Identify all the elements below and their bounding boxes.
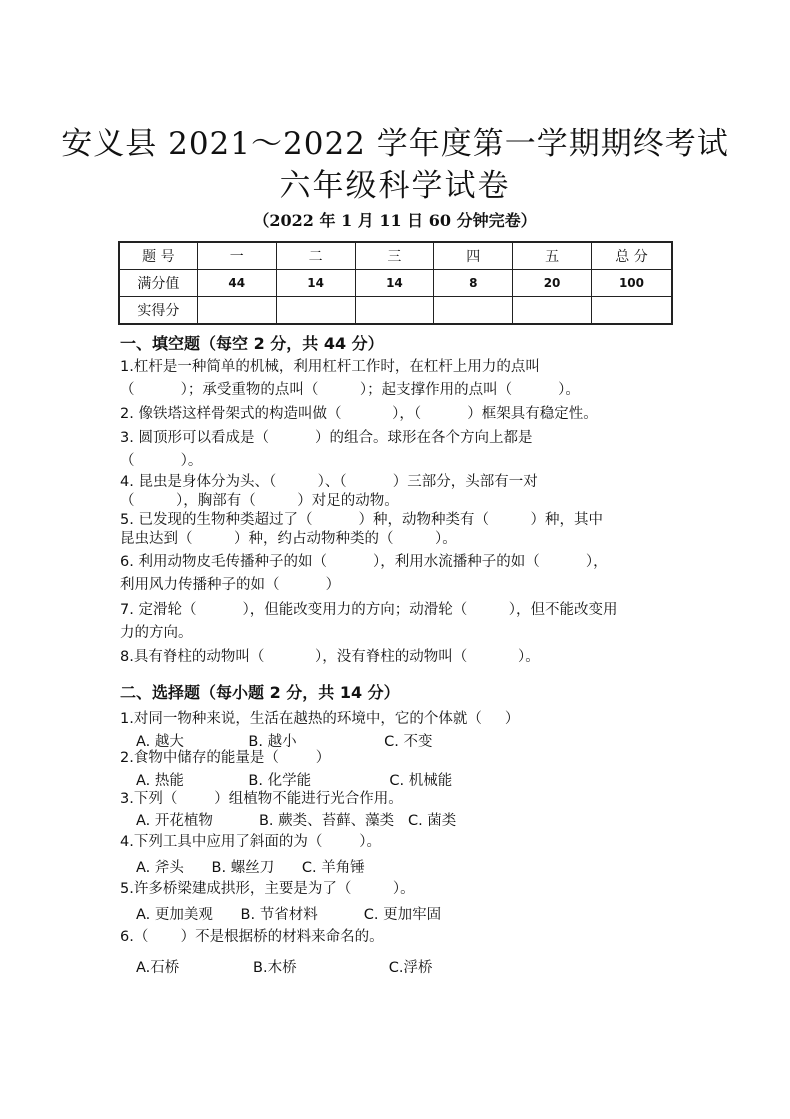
question-options: A.石桥 B.木桥 C.浮桥 [136, 960, 433, 976]
score-cell [434, 297, 513, 325]
score-cell [513, 297, 592, 325]
exam-subtitle: （2022 年 1 月 11 日 60 分钟完卷） [253, 211, 537, 230]
question-options: A. 热能 B. 化学能 C. 机械能 [136, 773, 453, 789]
question-line: 利用风力传播种子的如（ ） [120, 577, 341, 593]
question-line: 6. 利用动物皮毛传播种子的如（ ），利用水流播种子的如（ ）， [120, 554, 608, 570]
question-options: A. 开花植物 B. 蕨类、苔藓、藻类 C. 菌类 [136, 813, 457, 829]
score-cell: 8 [434, 270, 513, 297]
question-line: （ ），胸部有（ ）对足的动物。 [120, 493, 399, 509]
score-cell: 满分值 [119, 270, 197, 297]
question-line: 8.具有脊柱的动物叫（ ），没有脊柱的动物叫（ ）。 [120, 649, 540, 665]
score-cell: 100 [591, 270, 672, 297]
score-table-row-full [119, 270, 672, 297]
question-line: 力的方向。 [120, 625, 193, 641]
question-stem: 1.对同一物种来说，生活在越热的环境中，它的个体就（ ） [120, 711, 520, 727]
score-cell [197, 297, 276, 325]
score-cell: 一 [197, 242, 276, 270]
score-cell: 五 [513, 242, 592, 270]
question-stem: 5.许多桥梁建成拱形，主要是为了（ ）。 [120, 881, 415, 897]
score-cell: 20 [513, 270, 592, 297]
score-cell: 题 号 [119, 242, 197, 270]
question-stem: 4.下列工具中应用了斜面的为（ ）。 [120, 834, 381, 850]
question-line: 5. 已发现的生物种类超过了（ ）种，动物种类有（ ）种，其中 [120, 512, 604, 528]
score-cell [355, 297, 434, 325]
score-cell: 14 [276, 270, 355, 297]
score-cell: 总 分 [591, 242, 672, 270]
question-line: 4. 昆虫是身体分为头、（ ）、（ ）三部分，头部有一对 [120, 474, 538, 490]
question-options: A. 更加美观 B. 节省材料 C. 更加牢固 [136, 907, 442, 923]
question-line: 昆虫达到（ ）种，约占动物种类的（ ）。 [120, 531, 457, 547]
question-stem: 6.（ ）不是根据桥的材料来命名的。 [120, 929, 384, 945]
score-cell: 三 [355, 242, 434, 270]
score-cell: 44 [197, 270, 276, 297]
exam-title-line2: 六年级科学试卷 [279, 168, 511, 204]
question-stem: 2.食物中储存的能量是（ ） [120, 750, 331, 766]
question-line: 3. 圆顶形可以看成是（ ）的组合。球形在各个方向上都是 [120, 430, 533, 446]
question-options: A. 越大 B. 越小 C. 不变 [136, 734, 433, 750]
score-cell: 实得分 [119, 297, 197, 325]
section-heading-fill-blank: 一、填空题（每空 2 分，共 44 分） [120, 334, 384, 353]
score-cell: 四 [434, 242, 513, 270]
score-cell [591, 297, 672, 325]
section-heading-choice: 二、选择题（每小题 2 分，共 14 分） [120, 683, 400, 702]
exam-title-line1: 安义县 2021～2022 学年度第一学期期终考试 [61, 126, 729, 162]
score-table-row-header [119, 242, 672, 270]
score-table [118, 241, 673, 325]
question-line: 2. 像铁塔这样骨架式的构造叫做（ ），（ ）框架具有稳定性。 [120, 406, 598, 422]
question-stem: 3.下列（ ）组植物不能进行光合作用。 [120, 791, 403, 807]
question-line: 7. 定滑轮（ ），但能改变用力的方向；动滑轮（ ），但不能改变用 [120, 602, 618, 618]
question-line: （ ）；承受重物的点叫（ ）；起支撑作用的点叫（ ）。 [120, 382, 580, 398]
question-options: A. 斧头 B. 螺丝刀 C. 羊角锤 [136, 860, 365, 876]
score-cell: 14 [355, 270, 434, 297]
question-line: 1.杠杆是一种简单的机械，利用杠杆工作时，在杠杆上用力的点叫 [120, 359, 540, 375]
score-cell [276, 297, 355, 325]
score-table-row-actual [119, 297, 672, 325]
question-line: （ ）。 [120, 453, 203, 469]
score-cell: 二 [276, 242, 355, 270]
